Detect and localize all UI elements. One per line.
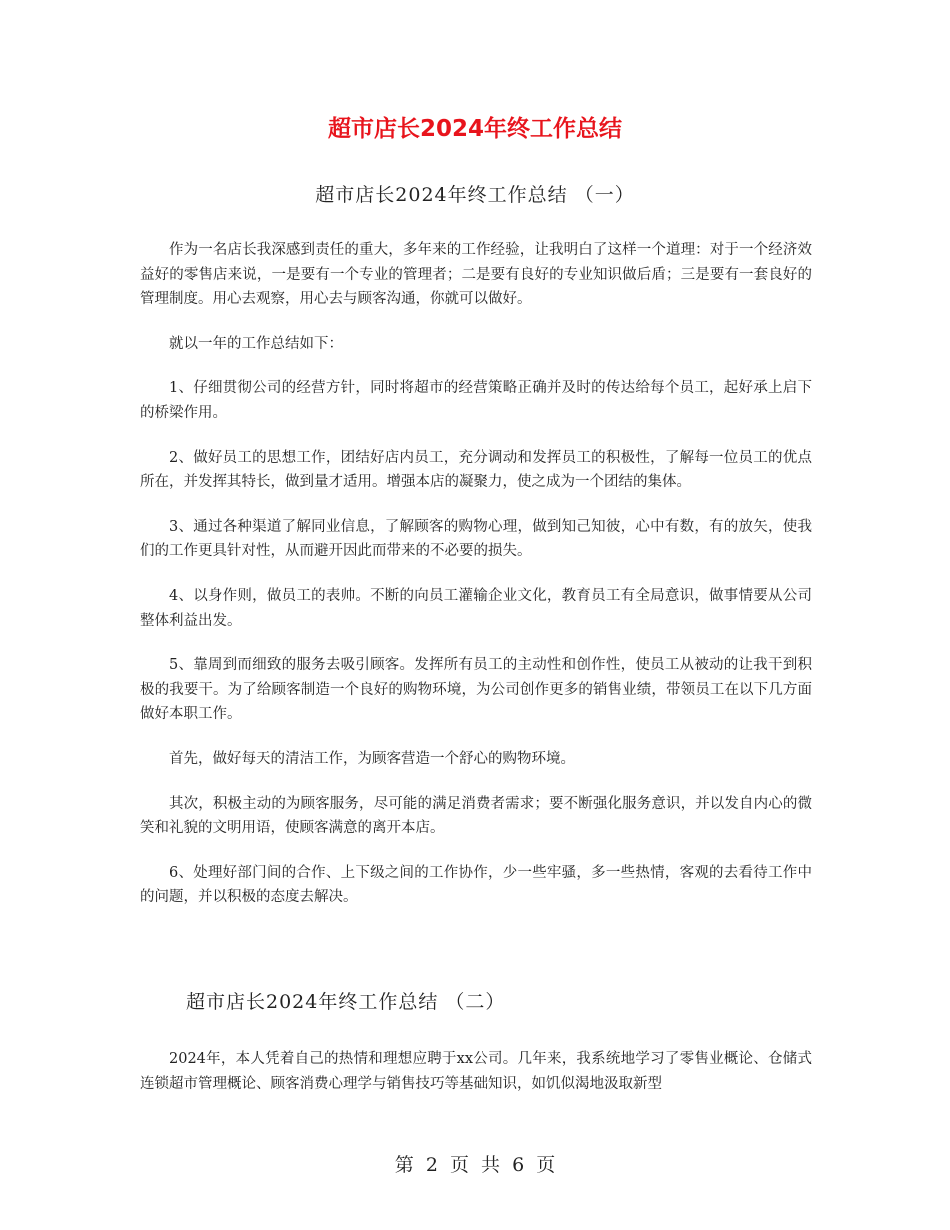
- footer-total-word: 共: [481, 1154, 501, 1176]
- document-title: 超市店长2024年终工作总结: [327, 116, 622, 142]
- footer-page-word: 页: [449, 1154, 469, 1176]
- section-heading-1: 超市店长2024年终工作总结 （一）: [315, 184, 635, 206]
- paragraph: 就以一年的工作总结如下：: [169, 335, 343, 352]
- paragraph: 3、通过各种渠道了解同业信息，了解顾客的购物心理，做到知己知彼，心中有数，有的放矢，使我们的工作更具针对性，从而避开因此而带来的不必要的损失。: [140, 518, 812, 560]
- section-2-body: [140, 1047, 812, 1096]
- paragraph: 5、靠周到而细致的服务去吸引顾客。发挥所有员工的主动性和创作性，使员工从被动的让我干到积极的我要干。为了给顾客制造一个良好的购物环境，为公司创作更多的销售业绩，带领员工在以下几方面做好本职工作。: [140, 657, 812, 723]
- paragraph: 2024年，本人凭着自己的热情和理想应聘于xx公司。几年来，我系统地学习了零售业概论、仓储式连锁超市管理概论、顾客消费心理学与销售技巧等基础知识，如饥似渴地汲取新型: [140, 1051, 812, 1092]
- paragraph: 6、处理好部门间的合作、上下级之间的工作协作，少一些牢骚，多一些热情，客观的去看待工作中的问题，并以积极的态度去解决。: [140, 864, 812, 906]
- paragraph: 2、做好员工的思想工作，团结好店内员工，充分调动和发挥员工的积极性，了解每一位员工的优点所在，并发挥其特长，做到量才适用。增强本店的凝聚力，使之成为一个团结的集体。: [140, 449, 812, 491]
- current-page-number: 2: [425, 1154, 438, 1176]
- paragraph: 首先，做好每天的清洁工作，为顾客营造一个舒心的购物环境。: [169, 750, 575, 767]
- footer-suffix: 页: [536, 1154, 556, 1176]
- paragraph: 4、以身作则，做员工的表帅。不断的向员工灌输企业文化，教育员工有全局意识，做事情要从公司整体利益出发。: [140, 587, 812, 629]
- total-page-count: 6: [512, 1154, 525, 1176]
- section-heading-2: 超市店长2024年终工作总结 （二）: [186, 991, 506, 1013]
- paragraph: 作为一名店长我深感到责任的重大，多年来的工作经验，让我明白了这样一个道理：对于一个经济效益好的零售店来说，一是要有一个专业的管理者；二是要有良好的专业知识做后盾；三是要有一套良好的管理制度。用心去观察，用心去与顾客沟通，你就可以做好。: [140, 242, 812, 308]
- section-1-body: [140, 238, 812, 910]
- page-footer: [0, 1150, 950, 1177]
- paragraph: 其次，积极主动的为顾客服务，尽可能的满足消费者需求；要不断强化服务意识，并以发自内心的微笑和礼貌的文明用语，使顾客满意的离开本店。: [140, 795, 812, 837]
- paragraph: 1、仔细贯彻公司的经营方针，同时将超市的经营策略正确并及时的传达给每个员工，起好承上启下的桥梁作用。: [140, 380, 812, 421]
- footer-prefix: 第: [394, 1154, 414, 1176]
